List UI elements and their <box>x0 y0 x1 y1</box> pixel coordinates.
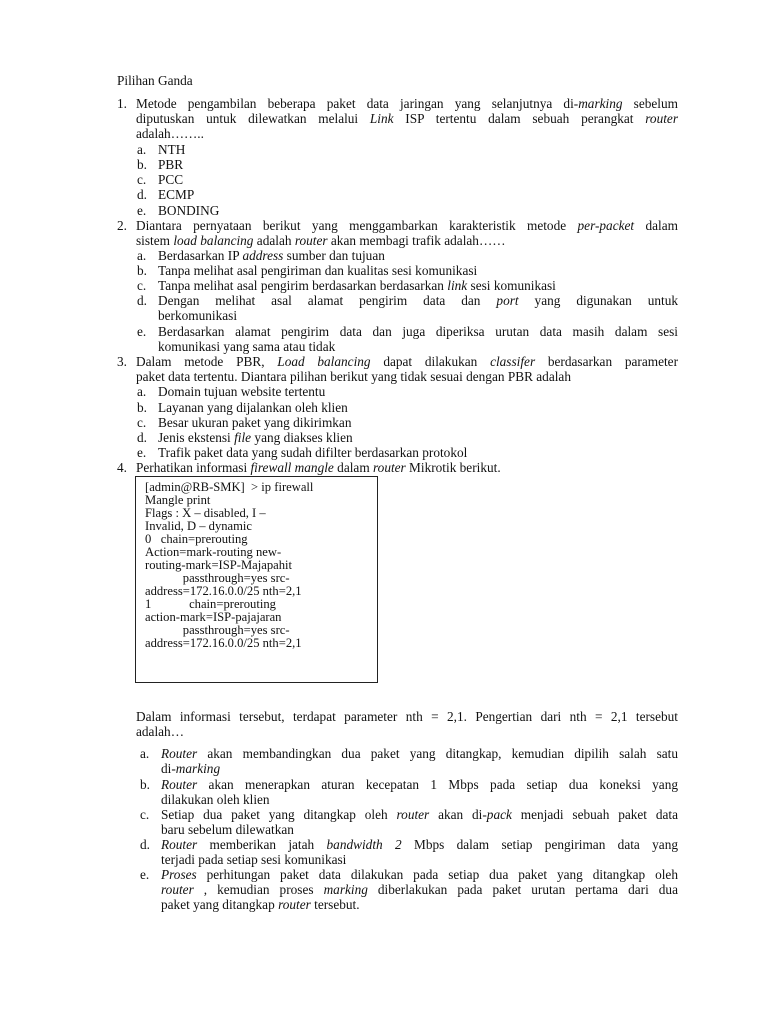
q3-number: 3. <box>117 354 127 369</box>
q4-option-a-line2: di-marking <box>161 761 221 776</box>
q2-option-letter: c. <box>137 278 147 293</box>
q4-option-letter: c. <box>140 807 150 822</box>
q4-option-c-line1: Setiap dua paket yang ditangkap oleh router akan di-pack menjadi sebuah paket data <box>161 807 678 822</box>
q4-option-d-line1: Router memberikan jatah bandwidth 2 Mbps dalam setiap pengiriman data yang <box>161 837 679 852</box>
q4-option-b-line1: Router akan menerapkan aturan kecepatan 1 Mbps pada setiap dua koneksi yang <box>161 777 678 792</box>
q4-option-a-line1: Router akan membandingkan dua paket yang ditangkap, kemudian dipilih salah satu <box>161 746 678 761</box>
code-line: Invalid, D – dynamic <box>145 519 253 533</box>
q1-number: 1. <box>117 96 127 111</box>
q1-line2: diputuskan untuk dilewatkan melalui Link ISP tertentu dalam sebuah perangkat router <box>136 111 678 126</box>
q1-option-text: PCC <box>158 172 184 187</box>
q1-option-letter: c. <box>137 172 147 187</box>
q1-option-text: PBR <box>158 157 184 172</box>
q3-option-letter: b. <box>137 400 147 415</box>
q1-option-text: BONDING <box>158 203 220 218</box>
code-line: 0 chain=prerouting <box>145 532 248 546</box>
q4-option-e-line1: Proses perhitungan paket data dilakukan pada setiap dua paket yang ditangkap oleh <box>161 867 678 882</box>
q3-option-e: Trafik paket data yang sudah difilter berdasarkan protokol <box>158 445 468 460</box>
q4-number: 4. <box>117 460 127 475</box>
q4-option-d-line2: terjadi pada setiap sesi komunikasi <box>161 852 347 867</box>
q2-line1: Diantara pernyataan berikut yang menggambarkan karakteristik metode per-packet dalam <box>136 218 678 233</box>
q2-option-letter: e. <box>137 324 147 339</box>
q3-line1: Dalam metode PBR, Load balancing dapat dilakukan classifer berdasarkan parameter <box>136 354 679 369</box>
q3-option-a: Domain tujuan website tertentu <box>158 384 326 399</box>
code-line: passthrough=yes src- <box>145 623 290 637</box>
code-line: address=172.16.0.0/25 nth=2,1 <box>145 584 302 598</box>
code-line: address=172.16.0.0/25 nth=2,1 <box>145 636 302 650</box>
q3-option-d: Jenis ekstensi file yang diakses klien <box>158 430 353 445</box>
q1-option-letter: a. <box>137 142 147 157</box>
q2-option-d-line1: Dengan melihat asal alamat pengirim data dan port yang digunakan untuk <box>158 293 678 308</box>
q1-line1: Metode pengambilan beberapa paket data jaringan yang selanjutnya di-marking sebelum <box>136 96 678 111</box>
q4-option-c-line2: baru sebelum dilewatkan <box>161 822 294 837</box>
code-line: action-mark=ISP-pajajaran <box>145 610 282 624</box>
q3-option-b: Layanan yang dijalankan oleh klien <box>158 400 348 415</box>
q4-option-letter: a. <box>140 746 150 761</box>
q2-option-letter: a. <box>137 248 147 263</box>
q2-option-e-line1: Berdasarkan alamat pengirim data dan juga diperiksa urutan data masih dalam sesi <box>158 324 678 339</box>
code-line: routing-mark=ISP-Majapahit <box>145 558 293 572</box>
q3-option-letter: c. <box>137 415 147 430</box>
q1-line3: adalah…….. <box>136 126 204 141</box>
q2-line2: sistem load balancing adalah router akan membagi trafik adalah…… <box>136 233 506 248</box>
q3-option-letter: d. <box>137 430 147 445</box>
q3-option-letter: e. <box>137 445 147 460</box>
q4-option-e-line2: router , kemudian proses marking diberlakukan pada paket urutan pertama dari dua <box>161 882 678 897</box>
code-line: Flags : X – disabled, I – <box>145 506 266 520</box>
q3-option-letter: a. <box>137 384 147 399</box>
q2-option-e-line2: komunikasi yang sama atau tidak <box>158 339 336 354</box>
code-line: Action=mark-routing new- <box>145 545 282 559</box>
q4-intro-line1: Dalam informasi tersebut, terdapat parameter nth = 2,1. Pengertian dari nth = 2,1 tersebut <box>136 709 678 724</box>
q2-number: 2. <box>117 218 127 233</box>
q4-option-e-line3: paket yang ditangkap router tersebut. <box>161 897 360 912</box>
q4-option-letter: e. <box>140 867 150 882</box>
q1-option-letter: b. <box>137 157 147 172</box>
q4-line1: Perhatikan informasi firewall mangle dalam router Mikrotik berikut. <box>136 460 501 475</box>
q4-option-letter: b. <box>140 777 150 792</box>
q4-option-b-line2: dilakukan oleh klien <box>161 792 270 807</box>
q4-intro-line2: adalah… <box>136 724 184 739</box>
code-line: [admin@RB-SMK] > ip firewall <box>145 480 314 494</box>
code-line: Mangle print <box>145 493 211 507</box>
q4-option-letter: d. <box>140 837 150 852</box>
q3-line2: paket data tertentu. Diantara pilihan berikut yang tidak sesuai dengan PBR adalah <box>136 369 571 384</box>
q2-option-c: Tanpa melihat asal pengirim berdasarkan berdasarkan link sesi komunikasi <box>158 278 556 293</box>
q2-option-a: Berdasarkan IP address sumber dan tujuan <box>158 248 385 263</box>
q3-option-c: Besar ukuran paket yang dikirimkan <box>158 415 352 430</box>
q2-option-letter: b. <box>137 263 147 278</box>
code-line: passthrough=yes src- <box>145 571 290 585</box>
q1-option-letter: e. <box>137 203 147 218</box>
q2-option-d-line2: berkomunikasi <box>158 308 238 323</box>
q2-option-letter: d. <box>137 293 147 308</box>
q2-option-b: Tanpa melihat asal pengiriman dan kualitas sesi komunikasi <box>158 263 478 278</box>
code-line: 1 chain=prerouting <box>145 597 276 611</box>
q1-option-text: ECMP <box>158 187 195 202</box>
q1-option-text: NTH <box>158 142 186 157</box>
section-title: Pilihan Ganda <box>117 73 193 88</box>
q1-option-letter: d. <box>137 187 147 202</box>
